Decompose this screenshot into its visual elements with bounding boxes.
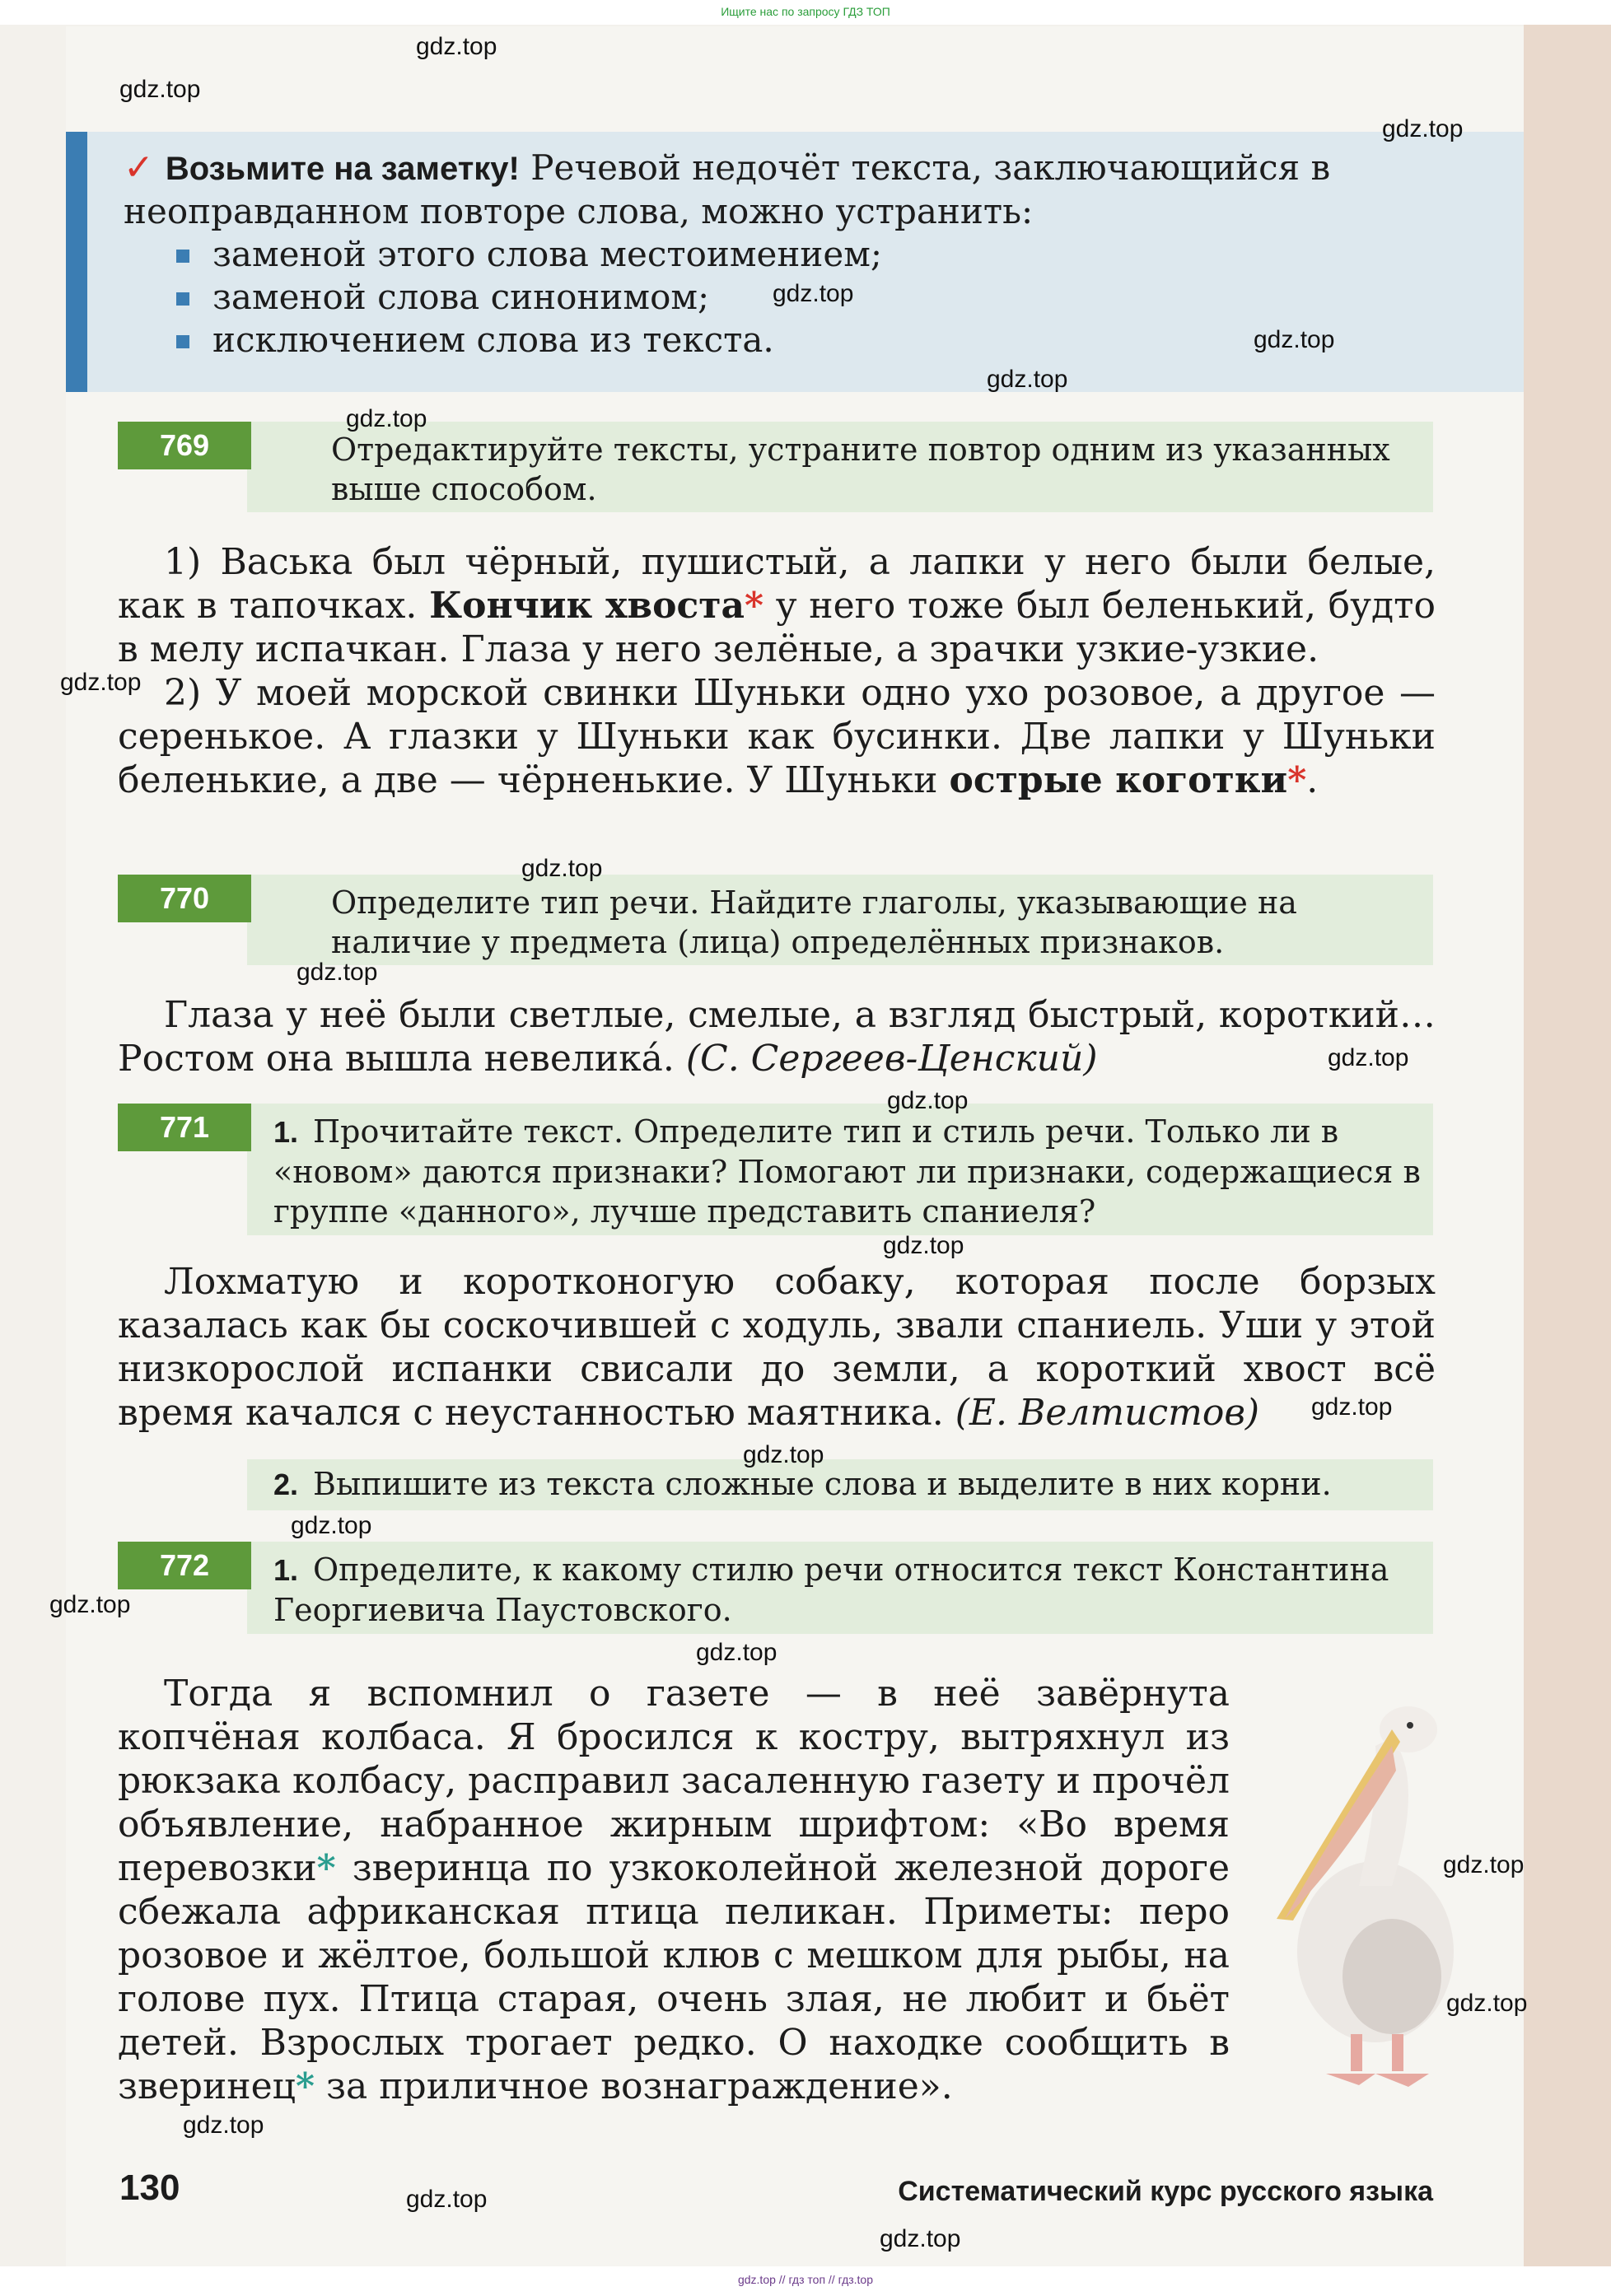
pelican-foot	[1326, 2074, 1375, 2085]
task-770-number: 770	[118, 875, 251, 922]
task-771-text: Лохматую и коротконогую собаку, которая после борзых казалась как бы соскочившей с ходуль, звали спаниель. Уши у этой низкорослой испанки свисали до земли, а короткий хвост всё время качался с неустанностью маятника. (Е. Велтистов)	[118, 1261, 1436, 1434]
watermark: gdz.top	[1254, 326, 1335, 353]
pelican-illustration	[1268, 1680, 1466, 2092]
task-769-number: 769	[118, 422, 251, 469]
note-content	[124, 147, 1441, 362]
task-771-number: 771	[118, 1104, 251, 1151]
page-number: 130	[119, 2168, 180, 2208]
vocab-term: острые коготки	[949, 759, 1288, 801]
note-heading: Возьмите на заметку!	[165, 151, 520, 187]
watermark: gdz.top	[1328, 1044, 1409, 1071]
watermark: gdz.top	[291, 1512, 372, 1539]
task-771-question-1: 1. Прочитайте текст. Определите тип и стиль речи. Только ли в «новом» даются признаки? Помогают ли признаки, содержащиеся в группе «данного», лучше представить спаниеля?	[273, 1113, 1421, 1230]
vocab-star-icon: *	[295, 2065, 315, 2107]
watermark: gdz.top	[1382, 115, 1464, 142]
task-769-texts	[118, 540, 1436, 802]
note-text: Речевой недочёт текста, заключающийся в неоправданном повторе слова, можно устранить:	[124, 147, 1331, 231]
pelican-eye	[1407, 1722, 1413, 1729]
watermark: gdz.top	[887, 1087, 969, 1114]
bullet-square-icon	[176, 292, 189, 306]
task-772-text: Тогда я вспомнил о газете — в неё завёрнута копчёная колбаса. Я бросился к костру, вытряхнул из рюкзака колбасу, расправил засаленную газету и прочёл объявление, набранное жирным шрифтом: «Во время перевозки* зверинца по узкоколейной железной дороге сбежала африканская птица пеликан. Приметы: перо розовое и жёлтое, большой клюв с мешком для рыбы, на голове пух. Птица старая, очень злая, не любит и бьёт детей. Взрослых трогает редко. О находке сообщить в зверинец* за приличное вознаграждение».	[118, 1673, 1230, 2107]
task-769-text-1: 1) Васька был чёрный, пушистый, а лапки у него были белые, как в тапочках. Кончик хвоста* у него тоже был беленький, будто в мелу испачкан. Глаза у него зелёные, а зрачки узкие-узкие.	[118, 541, 1436, 670]
task-769-instruction: Отредактируйте тексты, устраните повтор одним из указанных выше способом.	[331, 432, 1390, 507]
task-770-instruction: Определите тип речи. Найдите глаголы, указывающие на наличие у предмета (лица) определённых признаков.	[331, 884, 1297, 960]
vocab-star-icon: *	[1287, 759, 1307, 801]
task-772-number: 772	[118, 1542, 251, 1589]
watermark: gdz.top	[297, 959, 378, 986]
watermark: gdz.top	[883, 1232, 964, 1259]
vocab-star-icon: *	[316, 1847, 336, 1889]
watermark: gdz.top	[987, 366, 1068, 393]
watermark: gdz.top	[346, 405, 427, 432]
bullet-square-icon	[176, 335, 189, 348]
task-771-question-2: 2. Выпишите из текста сложные слова и выделите в них корни.	[273, 1466, 1332, 1502]
vocab-term: Кончик хвоста	[429, 585, 745, 627]
author-credit: (Е. Велтистов)	[955, 1392, 1260, 1434]
watermark: gdz.top	[49, 1591, 131, 1618]
watermark: gdz.top	[696, 1639, 777, 1666]
watermark: gdz.top	[183, 2112, 264, 2139]
watermark: gdz.top	[880, 2225, 961, 2252]
watermark: gdz.top	[773, 280, 854, 307]
watermark: gdz.top	[406, 2186, 488, 2213]
checkmark-icon: ✓	[124, 147, 154, 189]
pelican-foot	[1375, 2074, 1429, 2087]
page-edge	[1524, 0, 1611, 2296]
list-item: заменой этого слова местоимением;	[124, 233, 1441, 276]
bullet-square-icon	[176, 250, 189, 263]
watermark: gdz.top	[1446, 1990, 1528, 2017]
watermark: gdz.top	[1443, 1851, 1525, 1878]
site-banner-bottom[interactable]: gdz.top // гдз топ // гдз.top	[737, 2273, 874, 2286]
watermark: gdz.top	[416, 33, 497, 60]
watermark: gdz.top	[1311, 1393, 1393, 1421]
book-title: Систематический курс русского языка	[898, 2176, 1433, 2207]
task-769-text-2: 2) У моей морской свинки Шуньки одно ухо розовое, а другое — серенькое. А глазки у Шуньки как бусинки. Две лапки у Шуньки беленькие, а две — чёрненькие. У Шуньки острые коготки*.	[118, 672, 1436, 801]
list-item: исключением слова из текста.	[124, 319, 1441, 362]
pelican-leg	[1351, 2034, 1362, 2071]
watermark: gdz.top	[60, 669, 142, 696]
list-item: заменой слова синонимом;	[124, 276, 1441, 319]
watermark: gdz.top	[119, 76, 201, 103]
task-770-text: Глаза у неё были светлые, смелые, а взгляд быстрый, короткий… Ростом она вышла невеликá. (С. Сергеев-Ценский)	[118, 994, 1436, 1080]
author-credit: (С. Сергеев-Ценский)	[685, 1038, 1098, 1080]
watermark: gdz.top	[521, 855, 603, 882]
vocab-star-icon: *	[745, 585, 764, 627]
task-772-question-1: 1. Определите, к какому стилю речи относится текст Константина Георгиевича Паустовского.	[273, 1552, 1389, 1628]
note-accent-bar	[66, 132, 87, 392]
site-banner-top[interactable]: Ищите нас по запросу ГДЗ ТОП	[721, 5, 890, 18]
pelican-leg	[1392, 2034, 1403, 2071]
watermark: gdz.top	[743, 1441, 824, 1468]
pelican-wing	[1342, 1919, 1441, 2034]
